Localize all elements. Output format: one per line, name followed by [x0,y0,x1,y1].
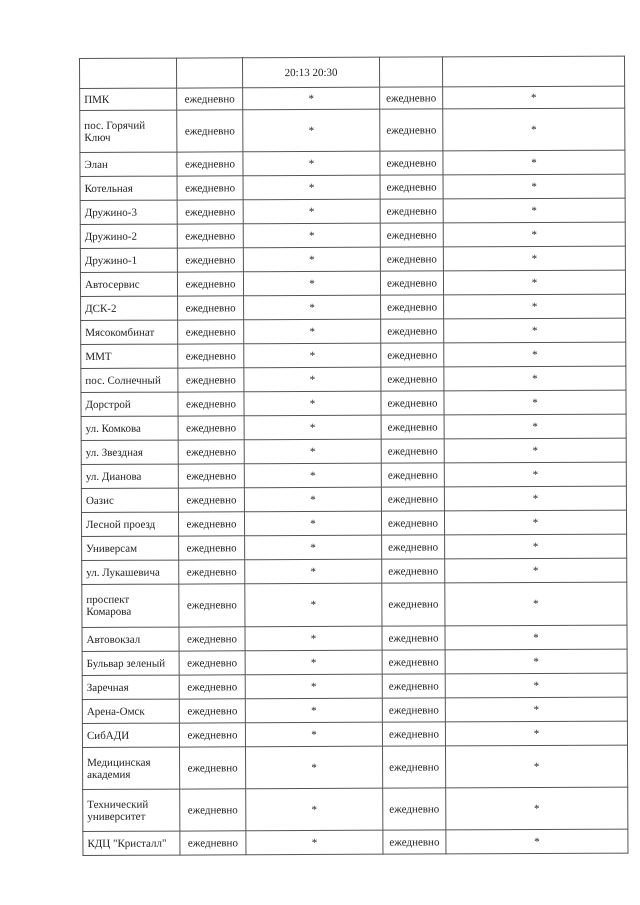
table-row [81,366,626,392]
table-row [82,558,627,584]
frequency-1: ежедневно [177,272,243,296]
departure-mark-2: * [444,510,626,535]
stop-name: Дружино-2 [80,224,177,248]
stop-name: Дорстрой [81,392,178,416]
departure-mark-1: * [246,830,383,855]
header-cell-mark2 [442,56,624,87]
departure-mark-1: * [244,367,381,392]
departure-mark-2: * [444,390,626,415]
departure-mark-1: * [243,247,380,272]
frequency-2: ежедневно [382,535,445,559]
frequency-2: ежедневно [380,199,443,223]
table-row [81,342,626,368]
stop-name: пос. Горячий Ключ [80,110,177,152]
table-row [82,625,627,651]
frequency-1: ежедневно [177,176,243,200]
table-row [83,745,628,789]
departure-mark-1: * [244,463,381,488]
frequency-1: ежедневно [178,440,244,464]
departure-mark-2: * [444,318,626,343]
table-row [80,270,625,296]
frequency-2: ежедневно [382,559,445,583]
frequency-2: ежедневно [381,487,444,511]
stop-name: ПМК [80,88,177,110]
departure-mark-1: * [246,788,383,831]
frequency-2: ежедневно [383,830,446,854]
stop-name: ДСК-2 [81,296,178,320]
frequency-2: ежедневно [380,175,443,199]
table-row [83,787,628,831]
frequency-2: ежедневно [382,674,445,698]
table-row [82,697,627,723]
departure-mark-1: * [244,415,381,440]
departure-mark-2: * [443,150,625,175]
departure-mark-2: * [443,198,625,223]
table-row [82,649,627,675]
frequency-2: ежедневно [381,391,444,415]
frequency-1: ежедневно [178,416,244,440]
frequency-1: ежедневно [179,536,245,560]
frequency-1: ежедневно [179,723,245,747]
schedule-body [80,56,628,855]
departure-mark-2: * [444,462,626,487]
frequency-2: ежедневно [383,788,446,830]
departure-mark-1: * [245,650,382,675]
header-cell-freq1 [177,58,243,88]
stop-name: ул. Комкова [81,416,178,440]
departure-mark-2: * [443,108,625,151]
departure-mark-2: * [443,174,625,199]
frequency-1: ежедневно [180,789,246,831]
departure-mark-1: * [245,626,382,651]
table-row [80,150,625,176]
frequency-2: ежедневно [380,151,443,175]
departure-mark-1: * [244,391,381,416]
frequency-2: ежедневно [380,109,443,151]
table-row [81,462,626,488]
stop-name: проспект Комарова [82,584,179,627]
frequency-2: ежедневно [381,511,444,535]
stop-name: ММТ [81,344,178,368]
stop-name: КДЦ "Кристалл" [83,831,180,855]
departure-mark-2: * [444,438,626,463]
header-times: 20:13 20:30 [243,57,380,88]
stop-name: Элан [80,152,177,176]
departure-mark-1: * [244,343,381,368]
departure-mark-2: * [444,486,626,511]
schedule-table [79,56,628,856]
stop-name: ул. Дианова [81,464,178,488]
table-row [81,414,626,440]
table-row [81,294,626,320]
departure-mark-2: * [443,222,625,247]
departure-mark-1: * [244,439,381,464]
frequency-1: ежедневно [179,560,245,584]
frequency-2: ежедневно [382,698,445,722]
departure-mark-2: * [443,86,625,109]
departure-mark-2: * [446,745,628,788]
departure-mark-2: * [445,625,627,650]
frequency-2: ежедневно [380,247,443,271]
stop-name: пос. Солнечный [81,368,178,392]
stop-name: Заречная [82,675,179,699]
table-row [80,198,625,224]
frequency-2: ежедневно [382,722,445,746]
stop-name: Мясокомбинат [81,320,178,344]
frequency-1: ежедневно [177,248,243,272]
table-row [82,582,627,627]
stop-name: Универсам [82,536,179,560]
departure-mark-1: * [243,175,380,200]
departure-mark-1: * [243,223,380,248]
frequency-1: ежедневно [178,512,244,536]
frequency-2: ежедневно [381,439,444,463]
stop-name: Дружино-3 [80,200,177,224]
stop-name: Арена-Омск [82,699,179,723]
stop-name: Автовокзал [82,627,179,651]
header-cell-stop [80,58,177,88]
frequency-1: ежедневно [177,200,243,224]
stop-name: Медицинская академия [83,747,180,789]
frequency-2: ежедневно [382,626,445,650]
frequency-2: ежедневно [381,343,444,367]
frequency-1: ежедневно [179,584,245,627]
stop-name: Котельная [80,176,177,200]
frequency-1: ежедневно [179,699,245,723]
table-row [81,318,626,344]
frequency-2: ежедневно [381,295,444,319]
table-row [82,721,627,747]
departure-mark-2: * [444,294,626,319]
departure-mark-2: * [445,649,627,674]
frequency-2: ежедневно [382,583,445,626]
frequency-2: ежедневно [383,746,446,788]
departure-mark-2: * [445,558,627,583]
departure-mark-1: * [246,746,383,789]
frequency-1: ежедневно [178,296,244,320]
frequency-1: ежедневно [178,344,244,368]
frequency-1: ежедневно [179,651,245,675]
table-row [80,86,625,110]
departure-mark-2: * [446,829,628,854]
table-row [82,673,627,699]
departure-mark-2: * [445,721,627,746]
departure-mark-1: * [243,271,380,296]
departure-mark-1: * [245,722,382,747]
table-row [82,534,627,560]
table-row [80,108,625,152]
table-row [80,246,625,272]
stop-name: ул. Звездная [81,440,178,464]
frequency-2: ежедневно [381,415,444,439]
frequency-2: ежедневно [380,223,443,247]
departure-mark-1: * [244,487,381,512]
frequency-1: ежедневно [177,152,243,176]
stop-name: Технический университет [83,789,180,831]
frequency-1: ежедневно [180,747,246,789]
table-row [80,222,625,248]
departure-mark-2: * [445,534,627,559]
departure-mark-1: * [245,535,382,560]
departure-mark-1: * [243,87,380,110]
table-row [80,174,625,200]
departure-mark-2: * [444,342,626,367]
departure-mark-1: * [244,511,381,536]
frequency-1: ежедневно [179,627,245,651]
departure-mark-2: * [446,787,628,830]
departure-mark-2: * [444,366,626,391]
departure-mark-2: * [445,697,627,722]
header-cell-freq2 [379,57,442,87]
stop-name: СибАДИ [82,723,179,747]
departure-mark-1: * [244,319,381,344]
departure-mark-1: * [245,583,382,627]
departure-mark-1: * [245,698,382,723]
frequency-1: ежедневно [177,110,243,152]
frequency-1: ежедневно [178,368,244,392]
departure-mark-1: * [244,295,381,320]
stop-name: Бульвар зеленый [82,651,179,675]
stop-name: Лесной проезд [81,512,178,536]
frequency-1: ежедневно [178,320,244,344]
frequency-2: ежедневно [382,650,445,674]
departure-mark-1: * [243,151,380,176]
frequency-1: ежедневно [179,675,245,699]
table-row [81,390,626,416]
departure-mark-2: * [443,270,625,295]
frequency-1: ежедневно [178,488,244,512]
frequency-1: ежедневно [178,464,244,488]
frequency-2: ежедневно [380,87,443,109]
departure-mark-2: * [445,582,627,626]
frequency-1: ежедневно [180,831,246,855]
stop-name: Автосервис [80,272,177,296]
table-row [81,486,626,512]
departure-mark-1: * [245,559,382,584]
frequency-2: ежедневно [381,463,444,487]
departure-mark-2: * [445,673,627,698]
departure-mark-2: * [443,246,625,271]
frequency-2: ежедневно [380,271,443,295]
frequency-1: ежедневно [177,224,243,248]
departure-mark-1: * [243,109,380,152]
departure-mark-1: * [243,199,380,224]
frequency-1: ежедневно [178,392,244,416]
stop-name: Дружино-1 [80,248,177,272]
frequency-2: ежедневно [381,319,444,343]
departure-mark-2: * [444,414,626,439]
stop-name: Оазис [81,488,178,512]
table-row [81,510,626,536]
stop-name: ул. Лукашевича [82,560,179,584]
table-row [83,829,628,855]
departure-mark-1: * [245,674,382,699]
table-row [81,438,626,464]
frequency-1: ежедневно [177,88,243,110]
frequency-2: ежедневно [381,367,444,391]
header-row [80,56,625,88]
